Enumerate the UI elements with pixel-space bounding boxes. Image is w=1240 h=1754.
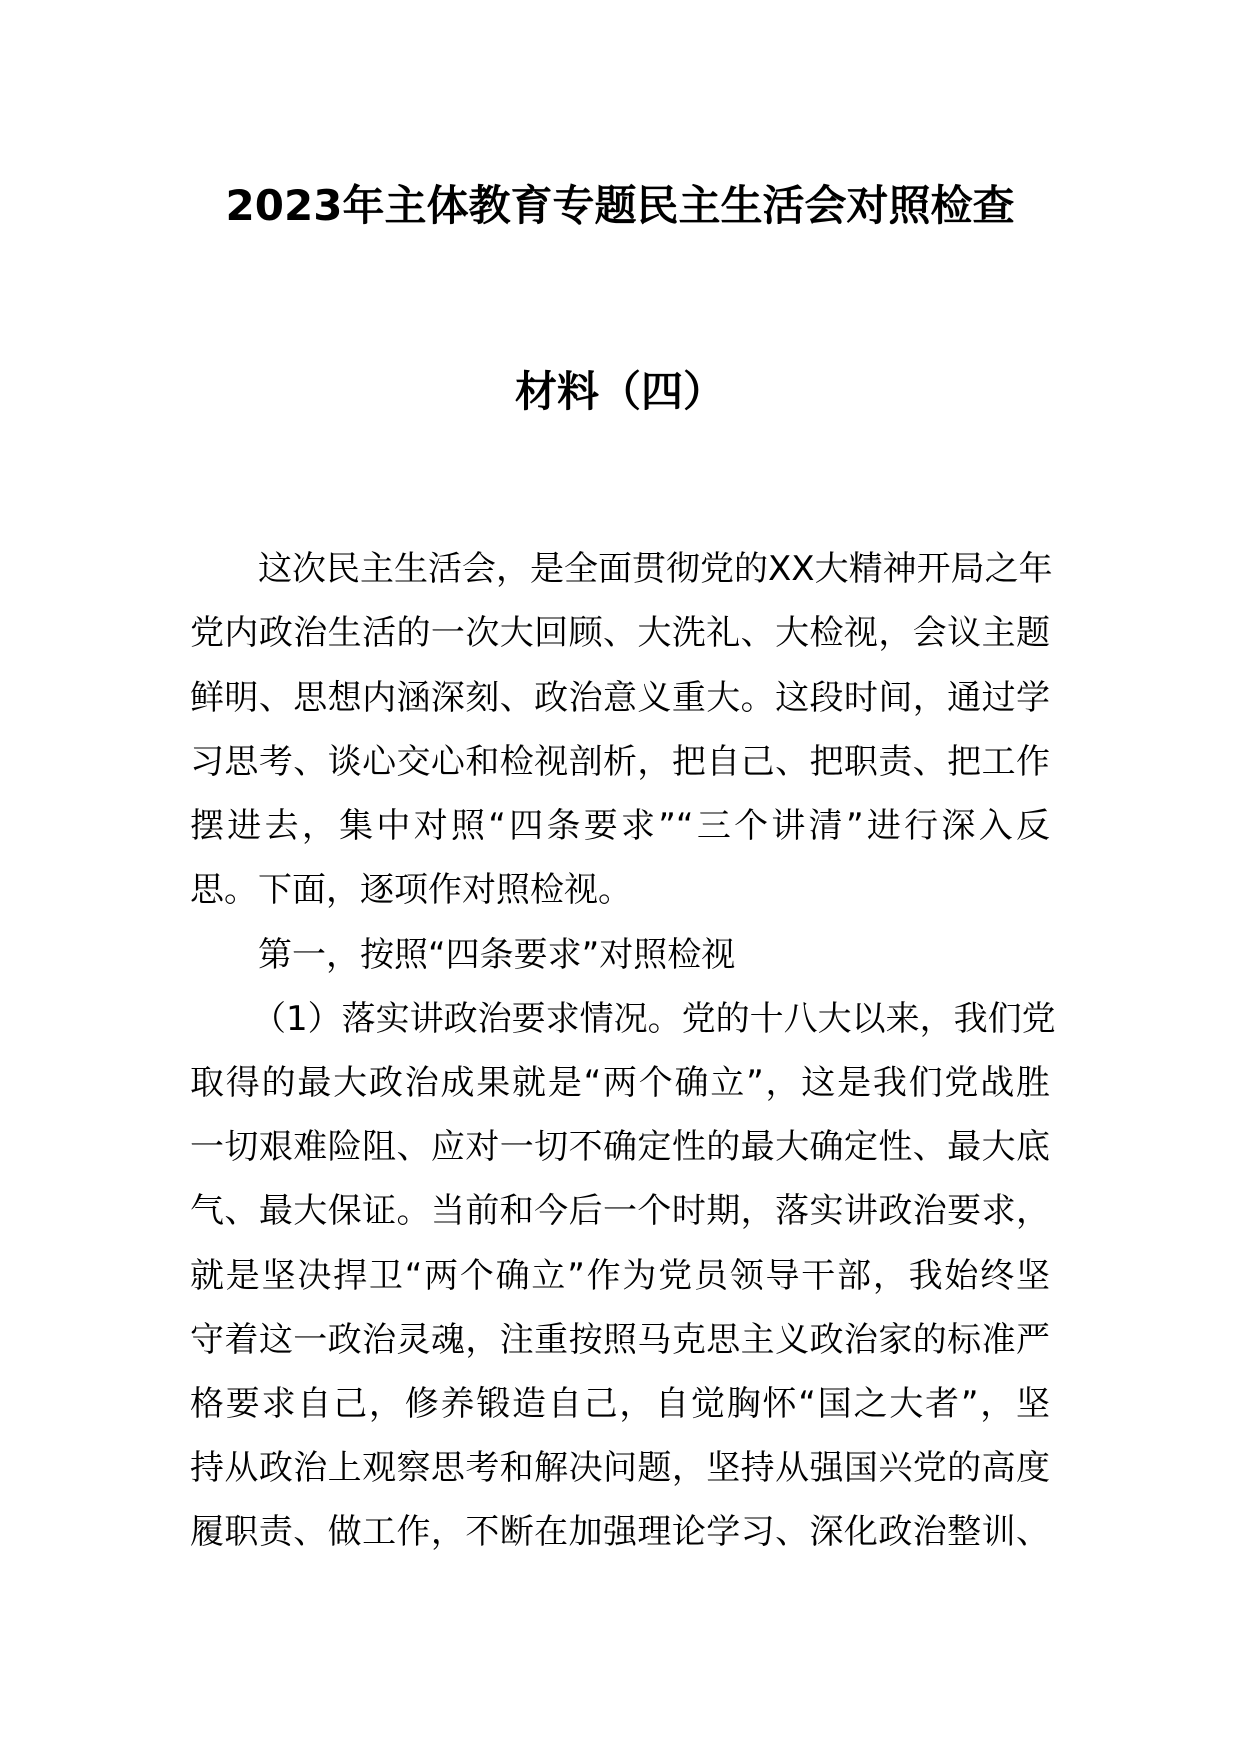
paragraph-2-line-8: 持从政治上观察思考和解决问题，坚持从强国兴党的高度 [190, 1448, 1050, 1488]
paragraph-2-line-6: 守着这一政治灵魂，注重按照马克思主义政治家的标准严 [190, 1320, 1050, 1360]
paragraph-2-line-5: 就是坚决捍卫“两个确立”作为党员领导干部，我始终坚 [190, 1256, 1050, 1296]
document-title-line-2: 材料（四） [514, 367, 725, 416]
paragraph-2-line-4: 气、最大保证。当前和今后一个时期，落实讲政治要求， [190, 1191, 1050, 1231]
paragraph-1-line-2: 党内政治生活的一次大回顾、大洗礼、大检视，会议主题 [190, 613, 1050, 653]
paragraph-2-line-7: 格要求自己，修养锻造自己，自觉胸怀“国之大者”，坚 [190, 1384, 1050, 1424]
paragraph-2-line-3: 一切艰难险阻、应对一切不确定性的最大确定性、最大底 [190, 1127, 1050, 1167]
paragraph-1-line-3: 鲜明、思想内涵深刻、政治意义重大。这段时间，通过学 [190, 678, 1050, 718]
paragraph-1-line-1: 这次民主生活会，是全面贯彻党的XX大精神开局之年 [258, 549, 1053, 589]
paragraph-1-line-5: 摆进去，集中对照“四条要求”“三个讲清”进行深入反 [190, 806, 1050, 846]
paragraph-2-line-1: （1）落实讲政治要求情况。党的十八大以来，我们党 [252, 999, 1056, 1039]
paragraph-2-line-9: 履职责、做工作，不断在加强理论学习、深化政治整训、 [190, 1512, 1050, 1552]
document-title-line-1: 2023年主体教育专题民主生活会对照检查 [225, 181, 1015, 230]
paragraph-2-line-2: 取得的最大政治成果就是“两个确立”，这是我们党战胜 [190, 1063, 1050, 1103]
paragraph-1-line-6: 思。下面，逐项作对照检视。 [190, 870, 632, 910]
paragraph-1-line-4: 习思考、谈心交心和检视剖析，把自己、把职责、把工作 [190, 742, 1050, 782]
section-heading: 第一，按照“四条要求”对照检视 [258, 935, 736, 975]
